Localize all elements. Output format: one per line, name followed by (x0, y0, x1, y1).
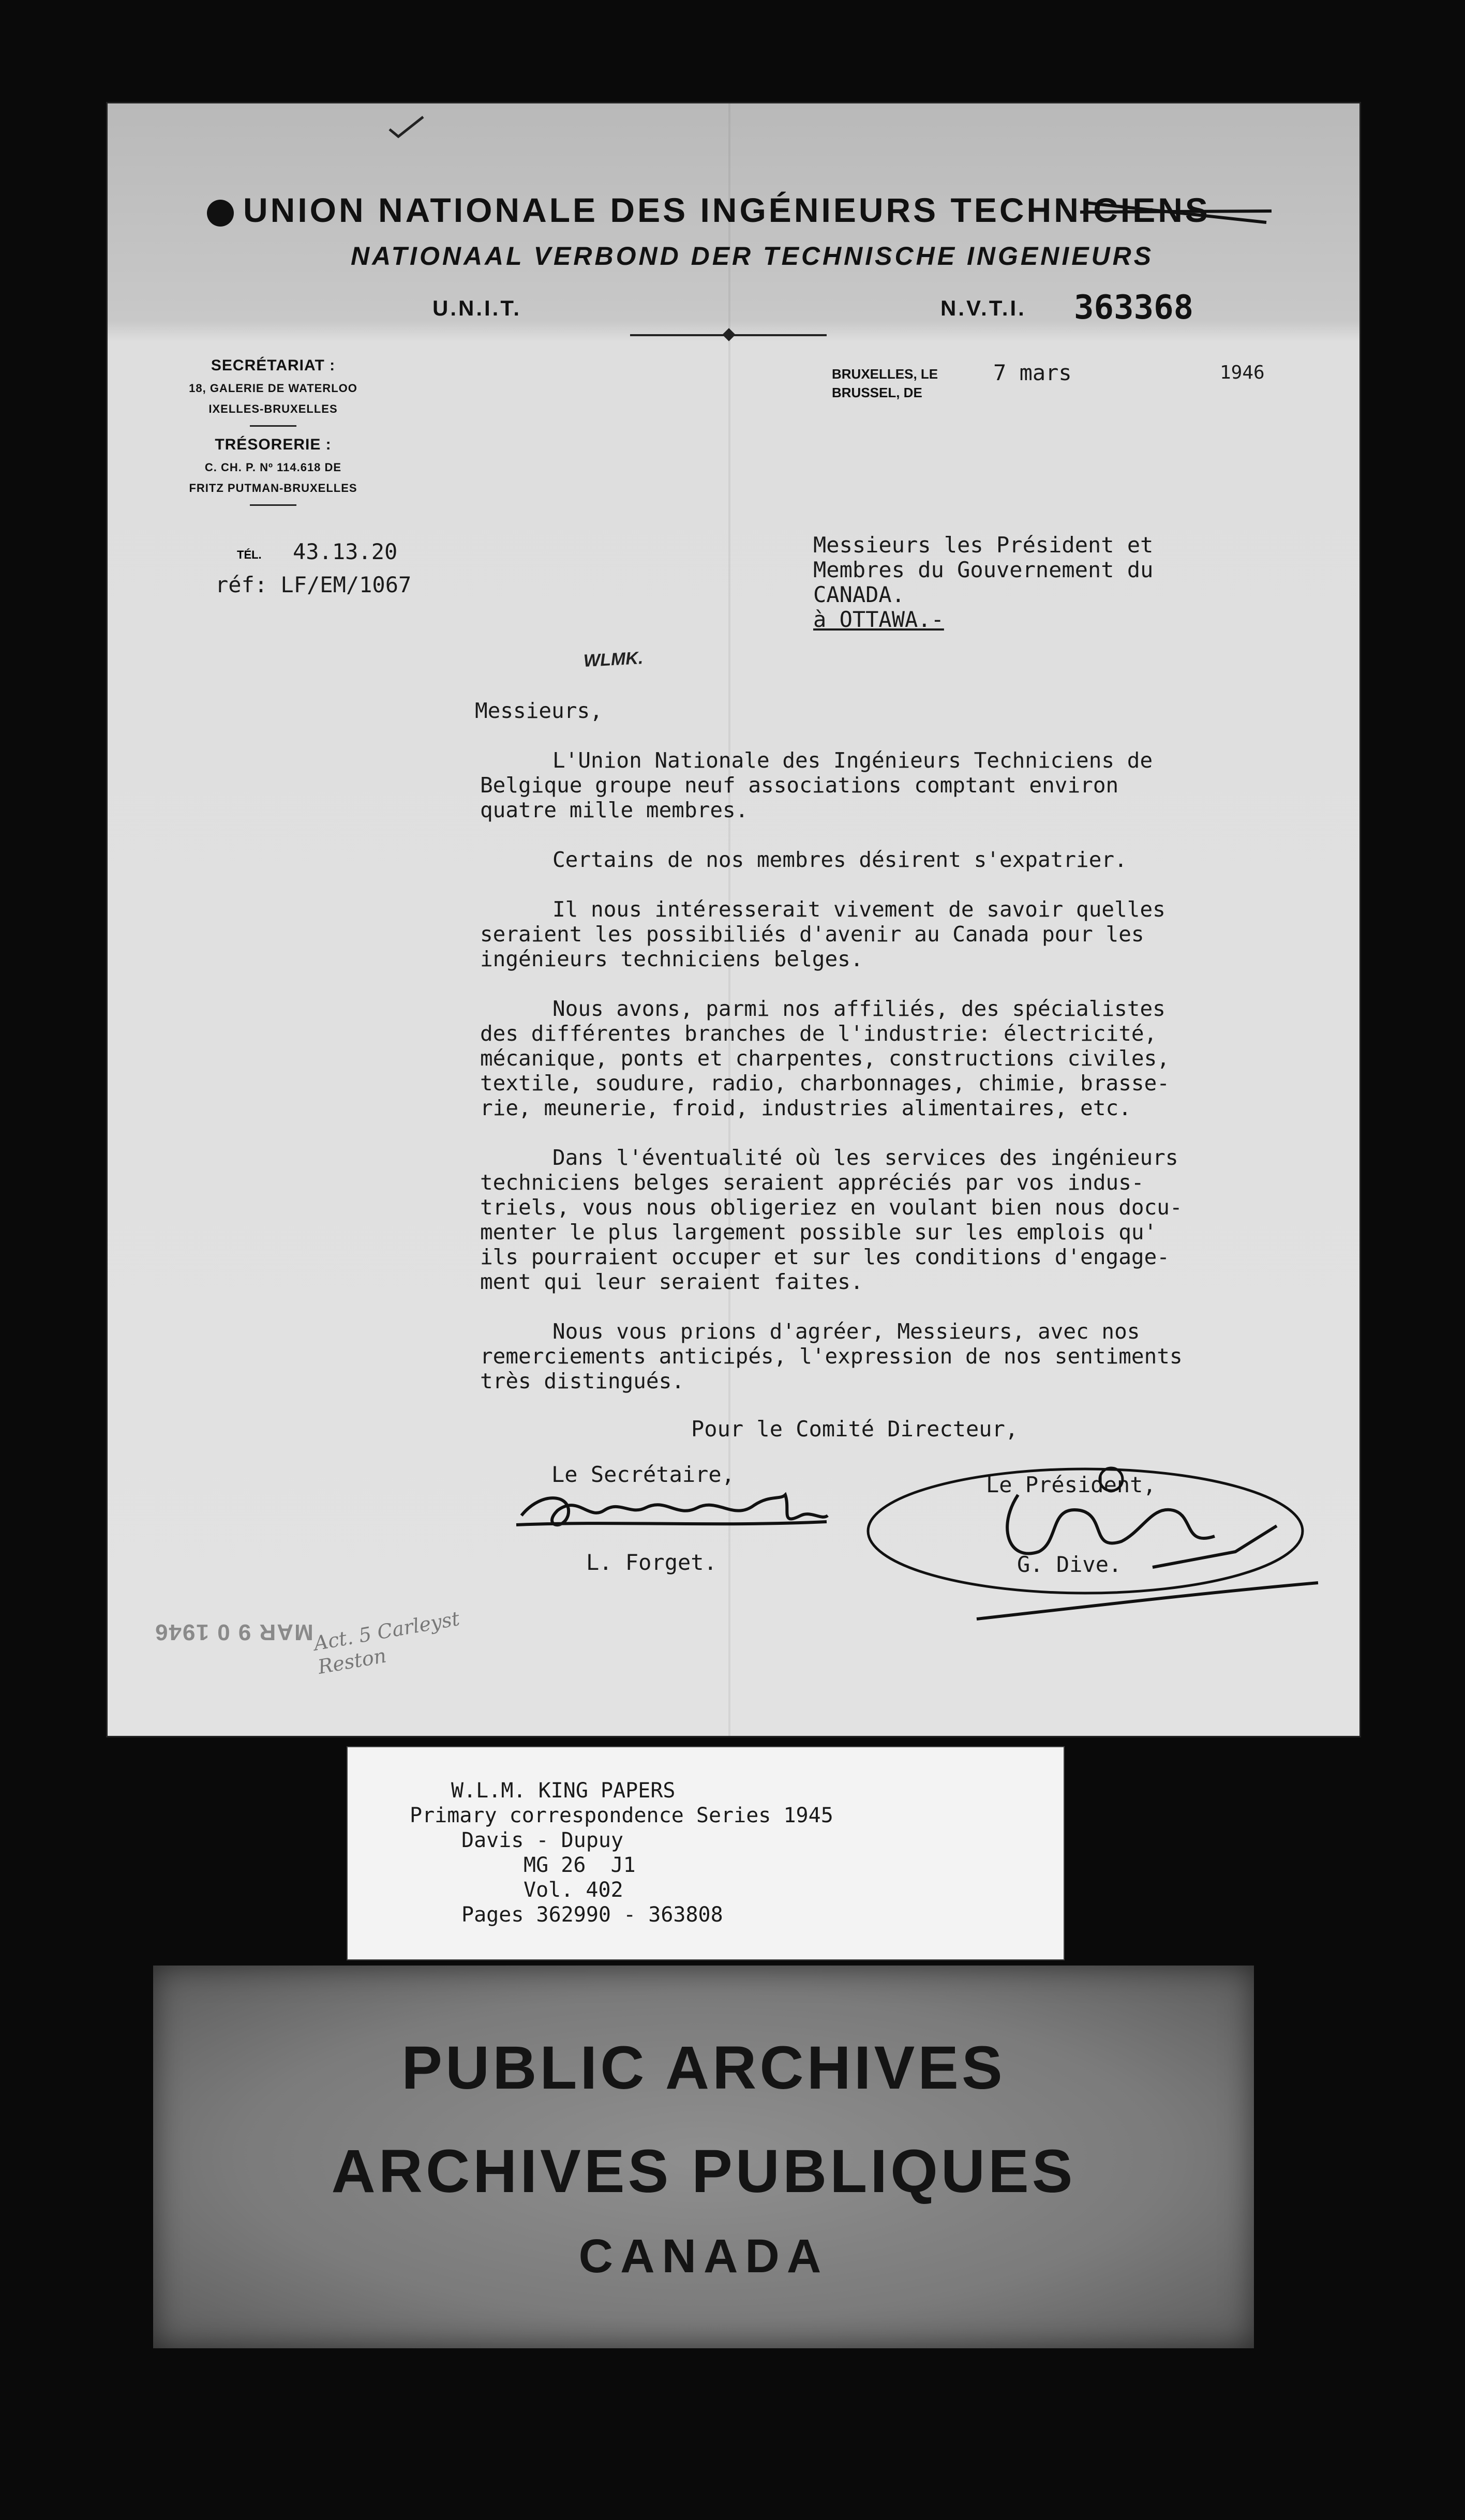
tel-label: TÉL. (237, 548, 262, 561)
tel-value: 43.13.20 (293, 539, 398, 564)
header-divider (630, 334, 827, 336)
recipient-line: Messieurs les Président et (813, 532, 1154, 558)
place-label (832, 365, 938, 402)
org-name-fr: UNION NATIONALE DES INGÉNIEURS TECHNICIENS (243, 190, 1371, 230)
secretary-name: L. Forget. (586, 1550, 717, 1575)
register-number: 363368 (1074, 289, 1194, 327)
paragraph-1: L'Union Nationale des Ingénieurs Techniciens de Belgique groupe neuf associations comptant environ quatre mille membres. (480, 748, 1153, 822)
handwritten-note: Act. 5 Carleyst Reston (312, 1607, 461, 1679)
secretary-title: Le Secrétaire, (551, 1462, 735, 1487)
recipient-line: à OTTAWA.- (813, 607, 944, 632)
committee-line: Pour le Comité Directeur, (691, 1416, 1019, 1442)
archive-label-line: Vol. 402 (524, 1878, 623, 1902)
place-label-nl: BRUSSEL, DE (832, 385, 922, 400)
archive-label-line: Pages 362990 - 363808 (461, 1903, 723, 1927)
abbr-fr: U.N.I.T. (432, 296, 522, 320)
president-name: G. Dive. (1017, 1552, 1122, 1577)
stamp-line-2: ARCHIVES PUBLIQUES (331, 2137, 1076, 2206)
secretary-signature (511, 1479, 832, 1541)
recipient-line: Membres du Gouvernement du (813, 557, 1154, 582)
header-divider-diamond (722, 328, 735, 341)
paragraph-2: Certains de nos membres désirent s'expatrier. (552, 847, 1127, 872)
recipient-block (813, 533, 1153, 632)
paragraph-6: Nous vous prions d'agréer, Messieurs, avec nos remerciements anticipés, l'expression de nos sentiments très distingués. (480, 1319, 1183, 1393)
sidebar-address (159, 357, 387, 515)
salutation: Messieurs, (475, 698, 603, 723)
archive-label-card (348, 1747, 1064, 1959)
sidebar-rule (250, 504, 296, 506)
letter-body (475, 698, 1328, 1418)
archive-label-text (410, 1778, 833, 1927)
archive-label-line: Primary correspondence Series 1945 (410, 1804, 833, 1827)
public-archives-stamp (153, 1966, 1254, 2348)
bullet-icon (207, 200, 234, 227)
reference: réf: LF/EM/1067 (215, 572, 412, 597)
letter-date: 7 mars (993, 360, 1072, 385)
sidebar-rule (250, 425, 296, 427)
stamp-line-1: PUBLIC ARCHIVES (401, 2034, 1006, 2102)
archive-label-line: Davis - Dupuy (461, 1828, 624, 1852)
place-label-fr: BRUXELLES, LE (832, 366, 938, 382)
recipient-line: CANADA. (813, 582, 905, 607)
president-title: Le Président, (986, 1472, 1156, 1497)
letter-year: 1946 (1220, 362, 1265, 383)
secretariat-title: SECRÉTARIAT : (211, 357, 336, 374)
received-stamp: MAR 9 0 1946 (154, 1619, 313, 1645)
stamp-line-3: CANADA (578, 2230, 829, 2283)
secretariat-line1: 18, GALERIE DE WATERLOO (189, 382, 357, 395)
tresorerie-line2: FRITZ PUTMAN-BRUXELLES (189, 482, 357, 494)
paragraph-4: Nous avons, parmi nos affiliés, des spécialistes des différentes branches de l'industrie: électricité, mécanique, ponts et charpentes, constructions civiles, textile, soudure, radio, charbonnages, chimie, brasse- rie, meunerie, froid, industries alimentaires, etc. (480, 996, 1170, 1120)
tresorerie-title: TRÉSORERIE : (215, 436, 332, 453)
secretariat-line2: IXELLES-BRUXELLES (208, 402, 338, 415)
paragraph-3: Il nous intéresserait vivement de savoir quelles seraient les possibiliés d'avenir au Canada pour les ingénieurs techniciens belges. (480, 897, 1165, 971)
archive-label-line: MG 26 J1 (524, 1853, 636, 1877)
strikethrough-mark (1080, 191, 1277, 228)
paragraph-5: Dans l'éventualité où les services des ingénieurs techniciens belges seraient appréciés par vos indus- triels, vous nous obligeriez en voulant bien nous docu- menter le plus largement possible sur les emplois qu' ils pourraient occuper et sur les conditions d'engage- ment qui leur seraient faites. (480, 1145, 1183, 1294)
org-name-nl: NATIONAAL VERBOND DER TECHNISCHE INGENIEURS (351, 242, 1154, 271)
checkmark-icon (387, 114, 428, 140)
tresorerie-line1: C. CH. P. Nº 114.618 DE (204, 461, 342, 474)
abbr-nl: N.V.T.I. (940, 296, 1026, 320)
letter-sheet (108, 103, 1359, 1736)
archive-label-line: W.L.M. KING PAPERS (451, 1779, 676, 1803)
wlmk-annotation: WLMK. (583, 648, 644, 671)
